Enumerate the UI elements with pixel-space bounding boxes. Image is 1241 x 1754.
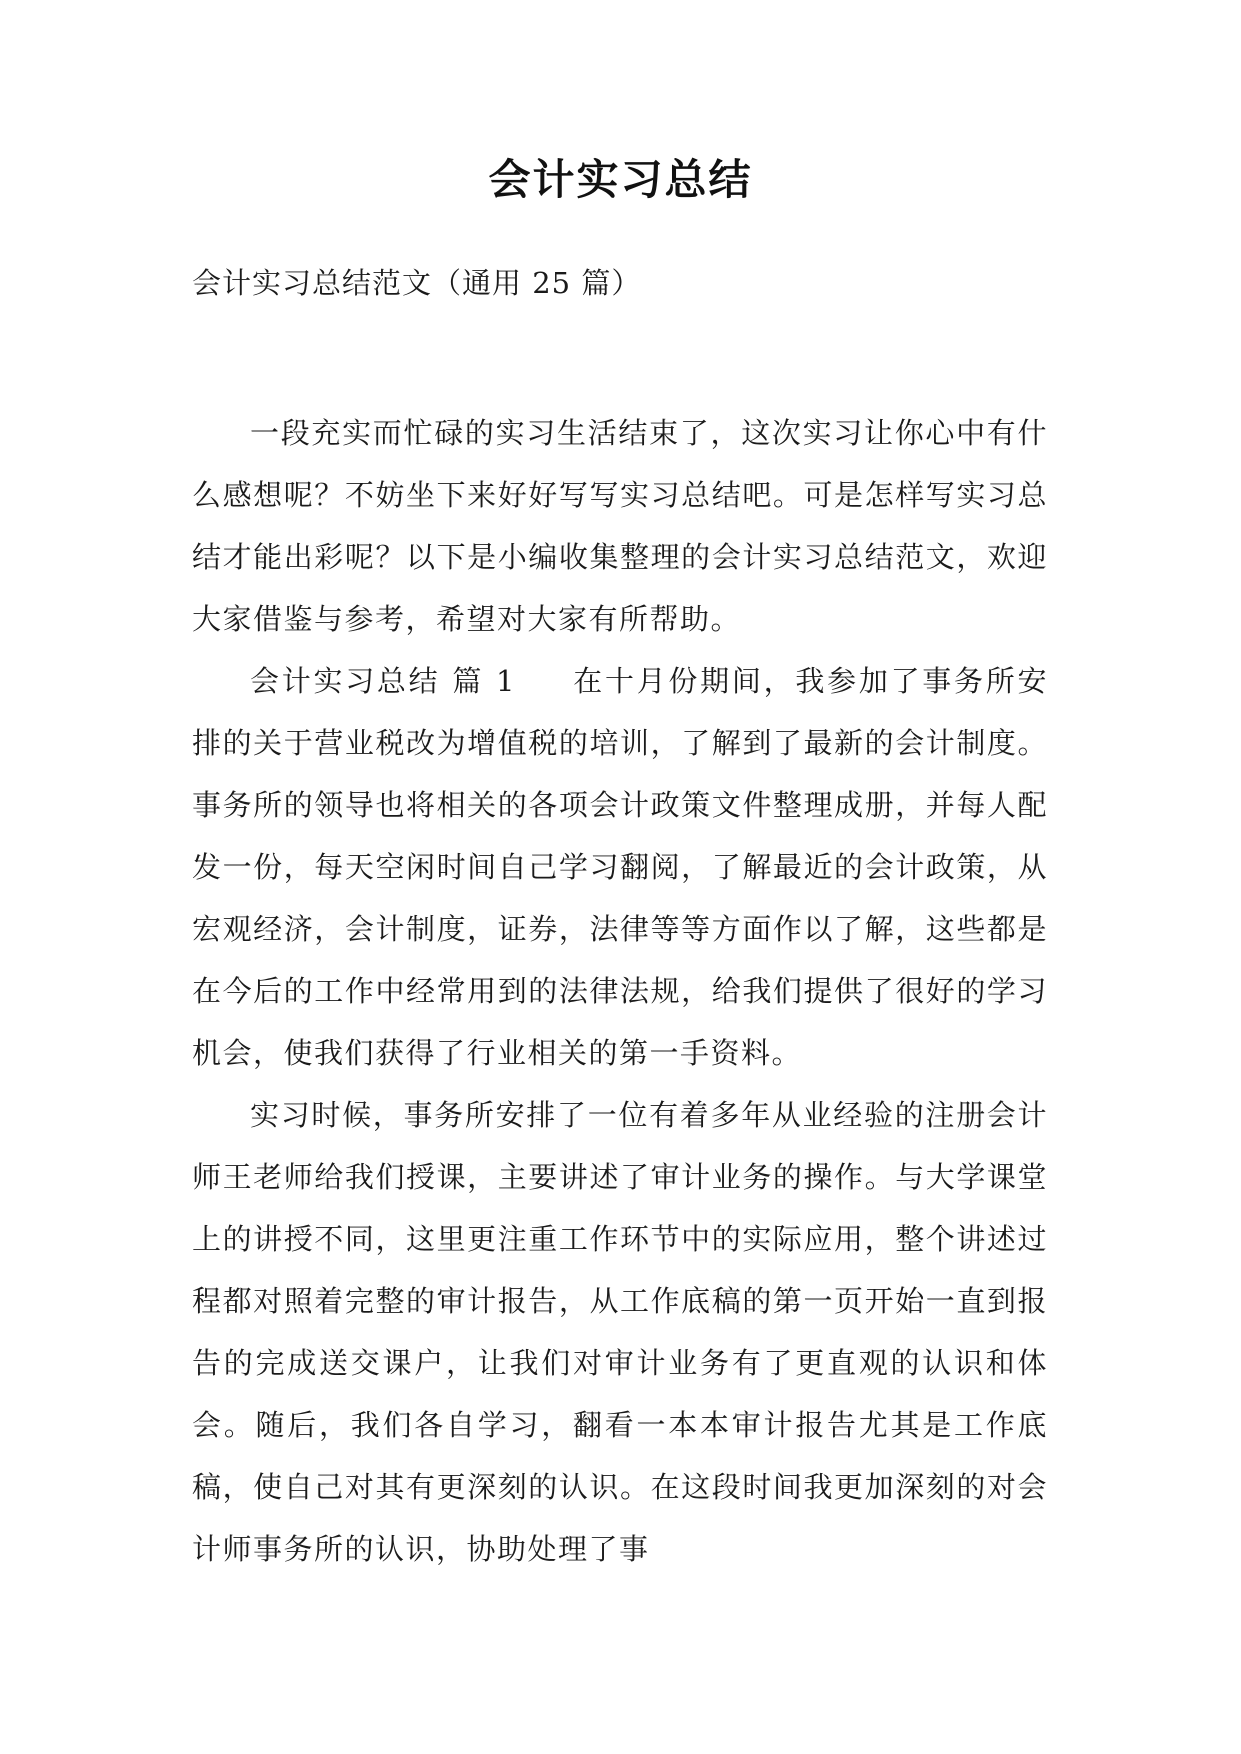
paragraph-text: 一段充实而忙碌的实习生活结束了，这次实习让你心中有什么感想呢？不妨坐下来好好写写实习总结吧。可是怎样写实习总结才能出彩呢？以下是小编收集整理的会计实习总结范文，欢迎大家借鉴与参考，希望对大家有所帮助。 — [192, 416, 1048, 636]
document-title: 会计实习总结 — [488, 155, 753, 204]
section-1-paragraph — [192, 650, 1048, 1084]
paragraph-text: 在十月份期间，我参加了事务所安排的关于营业税改为增值税的培训，了解到了最新的会计制度。事务所的领导也将相关的各项会计政策文件整理成册，并每人配发一份，每天空闲时间自己学习翻阅，了解最近的会计政策，从宏观经济，会计制度，证券，法律等等方面作以了解，这些都是在今后的工作中经常用到的法律法规，给我们提供了很好的学习机会，使我们获得了行业相关的第一手资料。 — [192, 664, 1048, 1070]
document-subtitle: 会计实习总结范文（通用 25 篇） — [192, 266, 642, 300]
intro-paragraph — [192, 402, 1048, 650]
section-heading: 会计实习总结 篇 1 — [250, 664, 516, 698]
body-paragraph — [192, 1084, 1048, 1580]
document-body — [192, 402, 1048, 1580]
paragraph-text: 实习时候，事务所安排了一位有着多年从业经验的注册会计师王老师给我们授课，主要讲述了审计业务的操作。与大学课堂上的讲授不同，这里更注重工作环节中的实际应用，整个讲述过程都对照着完整的审计报告，从工作底稿的第一页开始一直到报告的完成送交课户，让我们对审计业务有了更直观的认识和体会。随后，我们各自学习，翻看一本本审计报告尤其是工作底稿，使自己对其有更深刻的认识。在这段时间我更加深刻的对会计师事务所的认识，协助处理了事 — [192, 1098, 1048, 1566]
